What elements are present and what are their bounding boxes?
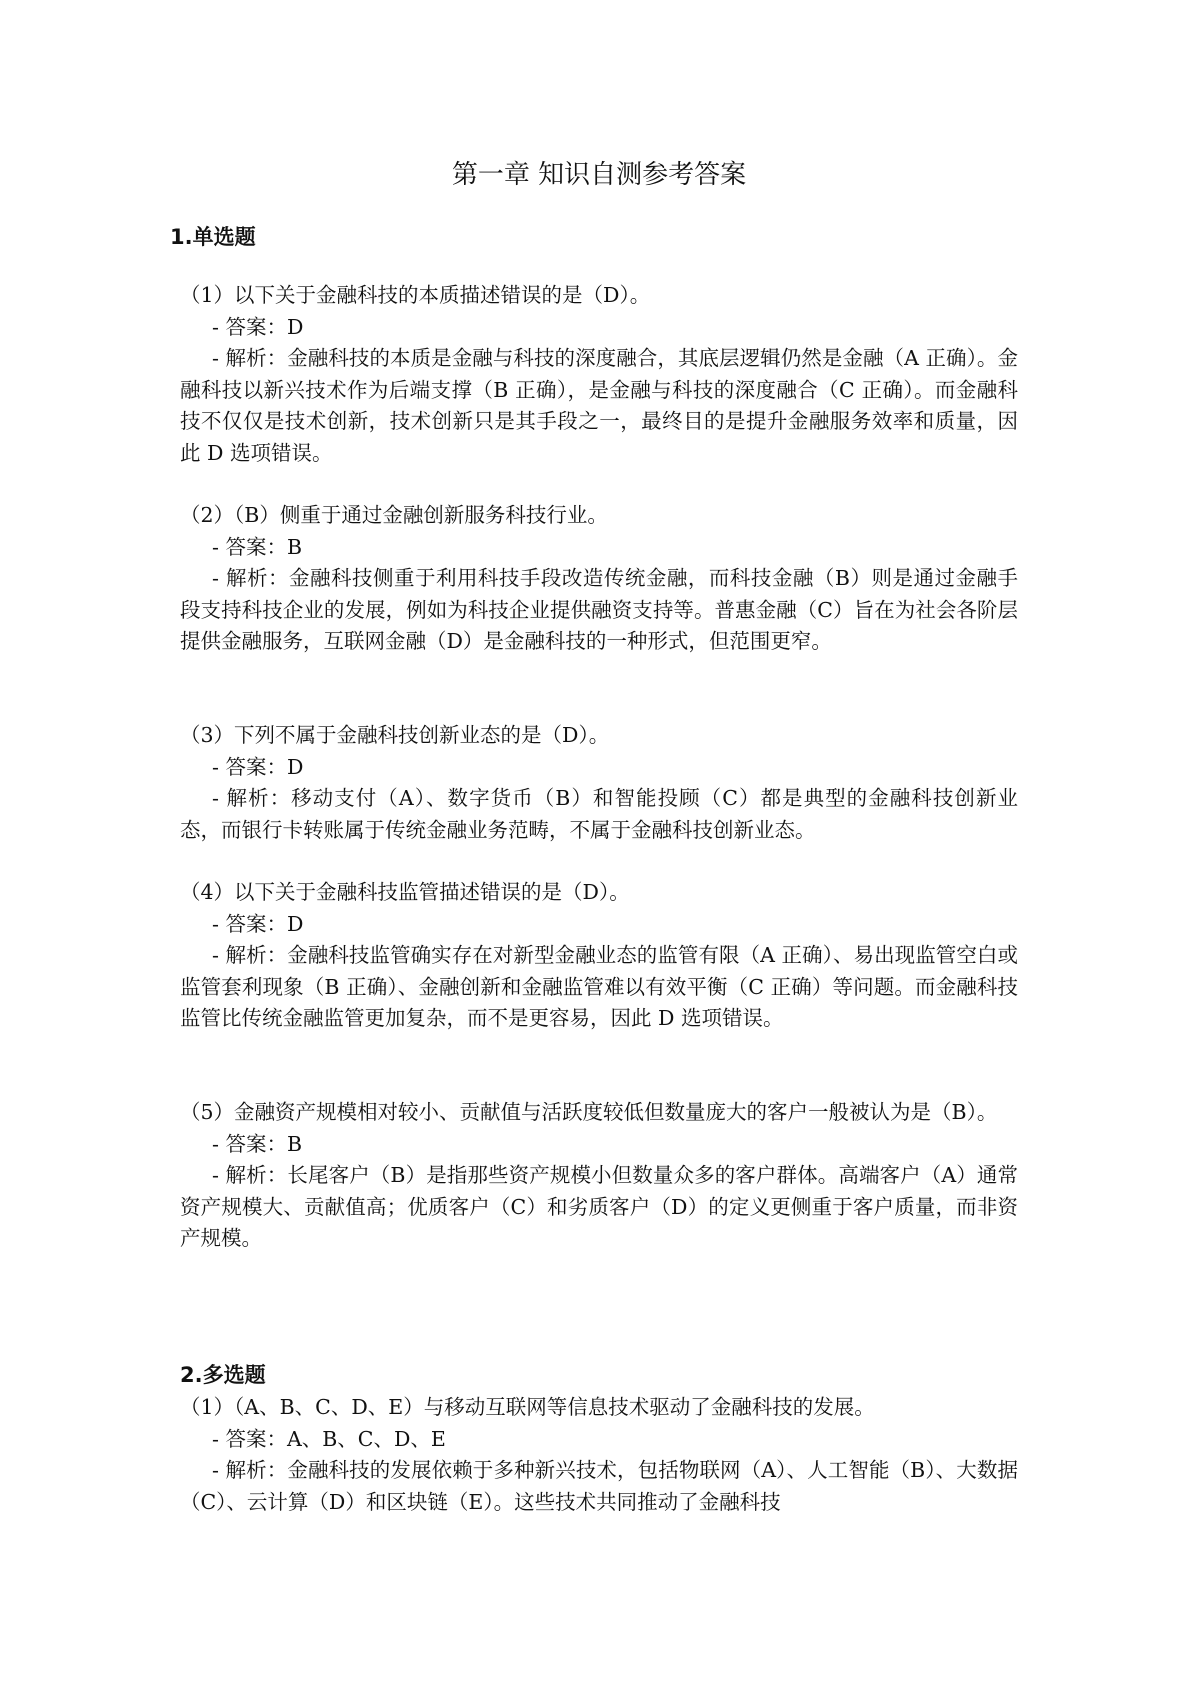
question-analysis: - 解析：移动支付（A）、数字货币（B）和智能投顾（C）都是典型的金融科技创新业态，而银行卡转账属于传统金融业务范畴，不属于金融科技创新业态。 xyxy=(180,786,1018,842)
question-stem: （5）金融资产规模相对较小、贡献值与活跃度较低但数量庞大的客户一般被认为是（B）。 xyxy=(180,1100,998,1124)
question-stem: （2）（B）侧重于通过金融创新服务科技行业。 xyxy=(180,503,608,527)
question-answer: - 答案：D xyxy=(212,911,304,936)
question-analysis: - 解析：金融科技的本质是金融与科技的深度融合，其底层逻辑仍然是金融（A 正确）。金融科技以新兴技术作为后端支撑（B 正确），是金融与科技的深度融合（C 正确）。而金融科技不仅仅是技术创新，技术创新只是其手段之一，最终目的是提升金融服务效率和质量，因此 D 选项错误。 xyxy=(180,346,1018,465)
question-stem: （4）以下关于金融科技监管描述错误的是（D）。 xyxy=(180,880,630,904)
question-stem: （1）（A、B、C、D、E）与移动互联网等信息技术驱动了金融科技的发展。 xyxy=(180,1395,875,1419)
question-1-1 xyxy=(180,280,1018,469)
section-heading-single-choice: 1.单选题 xyxy=(170,225,256,249)
question-answer: - 答案：B xyxy=(212,1131,303,1156)
question-analysis: - 解析：金融科技的发展依赖于多种新兴技术，包括物联网（A）、人工智能（B）、大数据（C）、云计算（D）和区块链（E）。这些技术共同推动了金融科技 xyxy=(180,1458,1018,1514)
question-stem: （3）下列不属于金融科技创新业态的是（D）。 xyxy=(180,723,610,747)
question-answer: - 答案：A、B、C、D、E xyxy=(212,1426,446,1451)
question-analysis: - 解析：金融科技监管确实存在对新型金融业态的监管有限（A 正确）、易出现监管空白或监管套利现象（B 正确）、金融创新和金融监管难以有效平衡（C 正确）等问题。而金融科技监管比传统金融监管更加复杂，而不是更容易，因此 D 选项错误。 xyxy=(180,943,1018,1030)
question-1-5 xyxy=(180,1097,1018,1255)
question-answer: - 答案：B xyxy=(212,534,303,559)
page-title: 第一章 知识自测参考答案 xyxy=(451,160,747,190)
question-answer: - 答案：D xyxy=(212,754,304,779)
question-answer: - 答案：D xyxy=(212,314,304,339)
question-1-3 xyxy=(180,720,1018,846)
question-1-4 xyxy=(180,877,1018,1035)
section-heading-multiple-choice: 2.多选题 xyxy=(180,1363,266,1387)
question-1-2 xyxy=(180,500,1018,658)
question-analysis: - 解析：长尾客户（B）是指那些资产规模小但数量众多的客户群体。高端客户（A）通常资产规模大、贡献值高；优质客户（C）和劣质客户（D）的定义更侧重于客户质量，而非资产规模。 xyxy=(180,1163,1018,1250)
question-2-1 xyxy=(180,1392,1018,1518)
question-analysis: - 解析：金融科技侧重于利用科技手段改造传统金融，而科技金融（B）则是通过金融手段支持科技企业的发展，例如为科技企业提供融资支持等。普惠金融（C）旨在为社会各阶层提供金融服务，互联网金融（D）是金融科技的一种形式，但范围更窄。 xyxy=(180,566,1018,653)
question-stem: （1）以下关于金融科技的本质描述错误的是（D）。 xyxy=(180,283,651,307)
